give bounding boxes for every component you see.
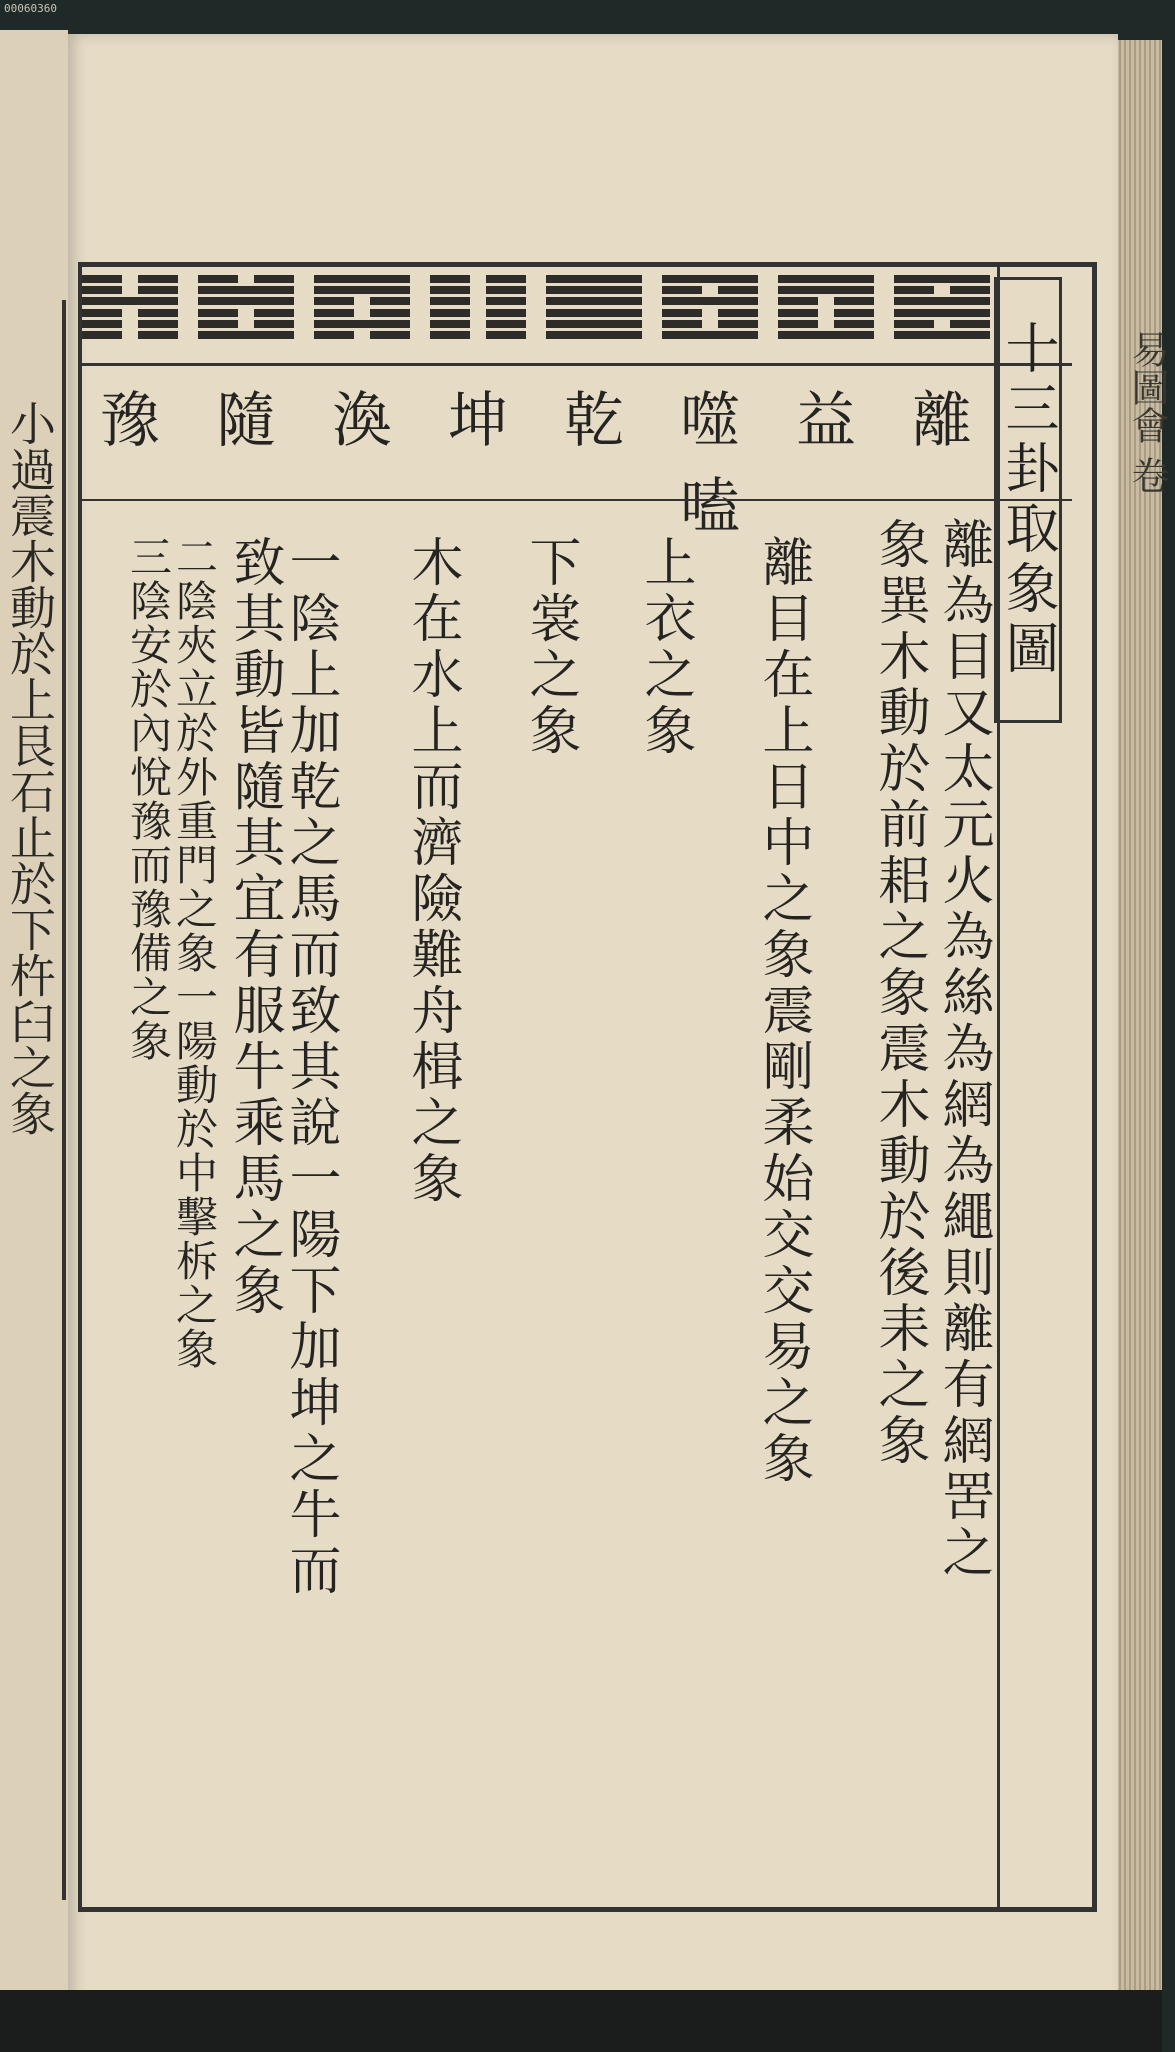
yin-line: [778, 309, 874, 317]
hexagram-symbol: [894, 275, 990, 339]
left-leaf-text: 小過震木動於上艮石止於下杵臼之象: [3, 400, 57, 1136]
yin-line: [778, 320, 874, 328]
hexagram-name: 隨: [216, 386, 276, 456]
yang-line: [662, 297, 758, 305]
yang-line: [662, 275, 758, 283]
commentary-column-4: 上衣之象: [635, 535, 695, 759]
hexagram-name: 離: [912, 386, 972, 456]
yang-line: [314, 275, 410, 283]
hexagram-symbol: [778, 275, 874, 339]
hexagram-name: 豫: [100, 386, 160, 456]
book-page: [68, 34, 1118, 2014]
commentary-column-9: 二陰夾立於外重門之象一陽動於中擊柝之象: [170, 535, 219, 1371]
name-separator: [82, 499, 1072, 501]
commentary-column-10: 三陰安於內悅豫而豫備之象: [124, 535, 173, 1063]
yang-line: [546, 275, 642, 283]
yin-line: [662, 309, 758, 317]
yin-line: [430, 320, 526, 328]
commentary-column-6: 木在水上而濟險難舟楫之象: [402, 535, 462, 1207]
yang-line: [546, 297, 642, 305]
yin-line: [894, 320, 990, 328]
commentary-column-8: 致其動皆隨其宜有服牛乘馬之象: [224, 535, 284, 1319]
yin-line: [894, 286, 990, 294]
yang-line: [546, 320, 642, 328]
yang-line: [894, 331, 990, 339]
hexagram-name: 噬嗑: [680, 386, 740, 542]
hexagram-symbol: [198, 275, 294, 339]
yang-line: [778, 331, 874, 339]
yin-line: [430, 297, 526, 305]
yang-line: [314, 320, 410, 328]
hexagram-name: 益: [796, 386, 856, 456]
yin-line: [82, 286, 178, 294]
yin-line: [430, 331, 526, 339]
yin-line: [662, 320, 758, 328]
yang-line: [778, 286, 874, 294]
hexagram-name: 坤: [448, 386, 508, 456]
yin-line: [430, 286, 526, 294]
hexagram-name: 乾: [564, 386, 624, 456]
right-page-stack: [1116, 40, 1169, 2000]
scan-id-label: 00060360: [4, 2, 57, 15]
yin-line: [198, 309, 294, 317]
hexagram-symbol: [546, 275, 642, 339]
yang-line: [546, 286, 642, 294]
hexagram-symbol: [662, 275, 758, 339]
yang-line: [198, 331, 294, 339]
yang-line: [894, 275, 990, 283]
hexagram-symbol: [82, 275, 178, 339]
yin-line: [198, 275, 294, 283]
hexagram-symbol-row: [94, 275, 1069, 339]
yang-line: [894, 297, 990, 305]
yin-line: [82, 309, 178, 317]
yang-line: [82, 297, 178, 305]
yin-line: [778, 297, 874, 305]
yin-line: [82, 331, 178, 339]
yin-line: [198, 320, 294, 328]
yang-line: [314, 286, 410, 294]
scanner-bottom-edge: [0, 1990, 1162, 2052]
page-title: 十三卦取象圖: [994, 277, 1062, 723]
yang-line: [778, 275, 874, 283]
left-adjacent-leaf: [0, 30, 71, 2020]
yin-line: [662, 286, 758, 294]
yang-line: [546, 309, 642, 317]
text-frame: [78, 262, 1097, 1912]
yin-line: [430, 309, 526, 317]
commentary-column-2: 象巽木動於前耜之象震木動於後耒之象: [869, 517, 929, 1469]
commentary-column-7: 一陰上加乾之馬而致其說一陽下加坤之牛而: [280, 535, 340, 1599]
yin-line: [82, 275, 178, 283]
yin-line: [314, 297, 410, 305]
hexagram-separator: [82, 363, 1072, 366]
yang-line: [894, 309, 990, 317]
commentary-column-1: 離為目又太元火為絲為網為繩則離有網罟之: [933, 517, 993, 1581]
yin-line: [430, 275, 526, 283]
yin-line: [314, 309, 410, 317]
hexagram-symbol: [430, 275, 526, 339]
yang-line: [198, 286, 294, 294]
hexagram-name: 渙: [332, 386, 392, 456]
yang-line: [198, 297, 294, 305]
commentary-column-3: 離目在上日中之象震剛柔始交交易之象: [753, 535, 813, 1487]
yin-line: [82, 320, 178, 328]
yin-line: [314, 331, 410, 339]
commentary-column-5: 下裳之象: [520, 535, 580, 759]
yang-line: [662, 331, 758, 339]
yang-line: [546, 331, 642, 339]
right-leaf-text: 易圖會 卷: [1125, 330, 1169, 495]
hexagram-symbol: [314, 275, 410, 339]
